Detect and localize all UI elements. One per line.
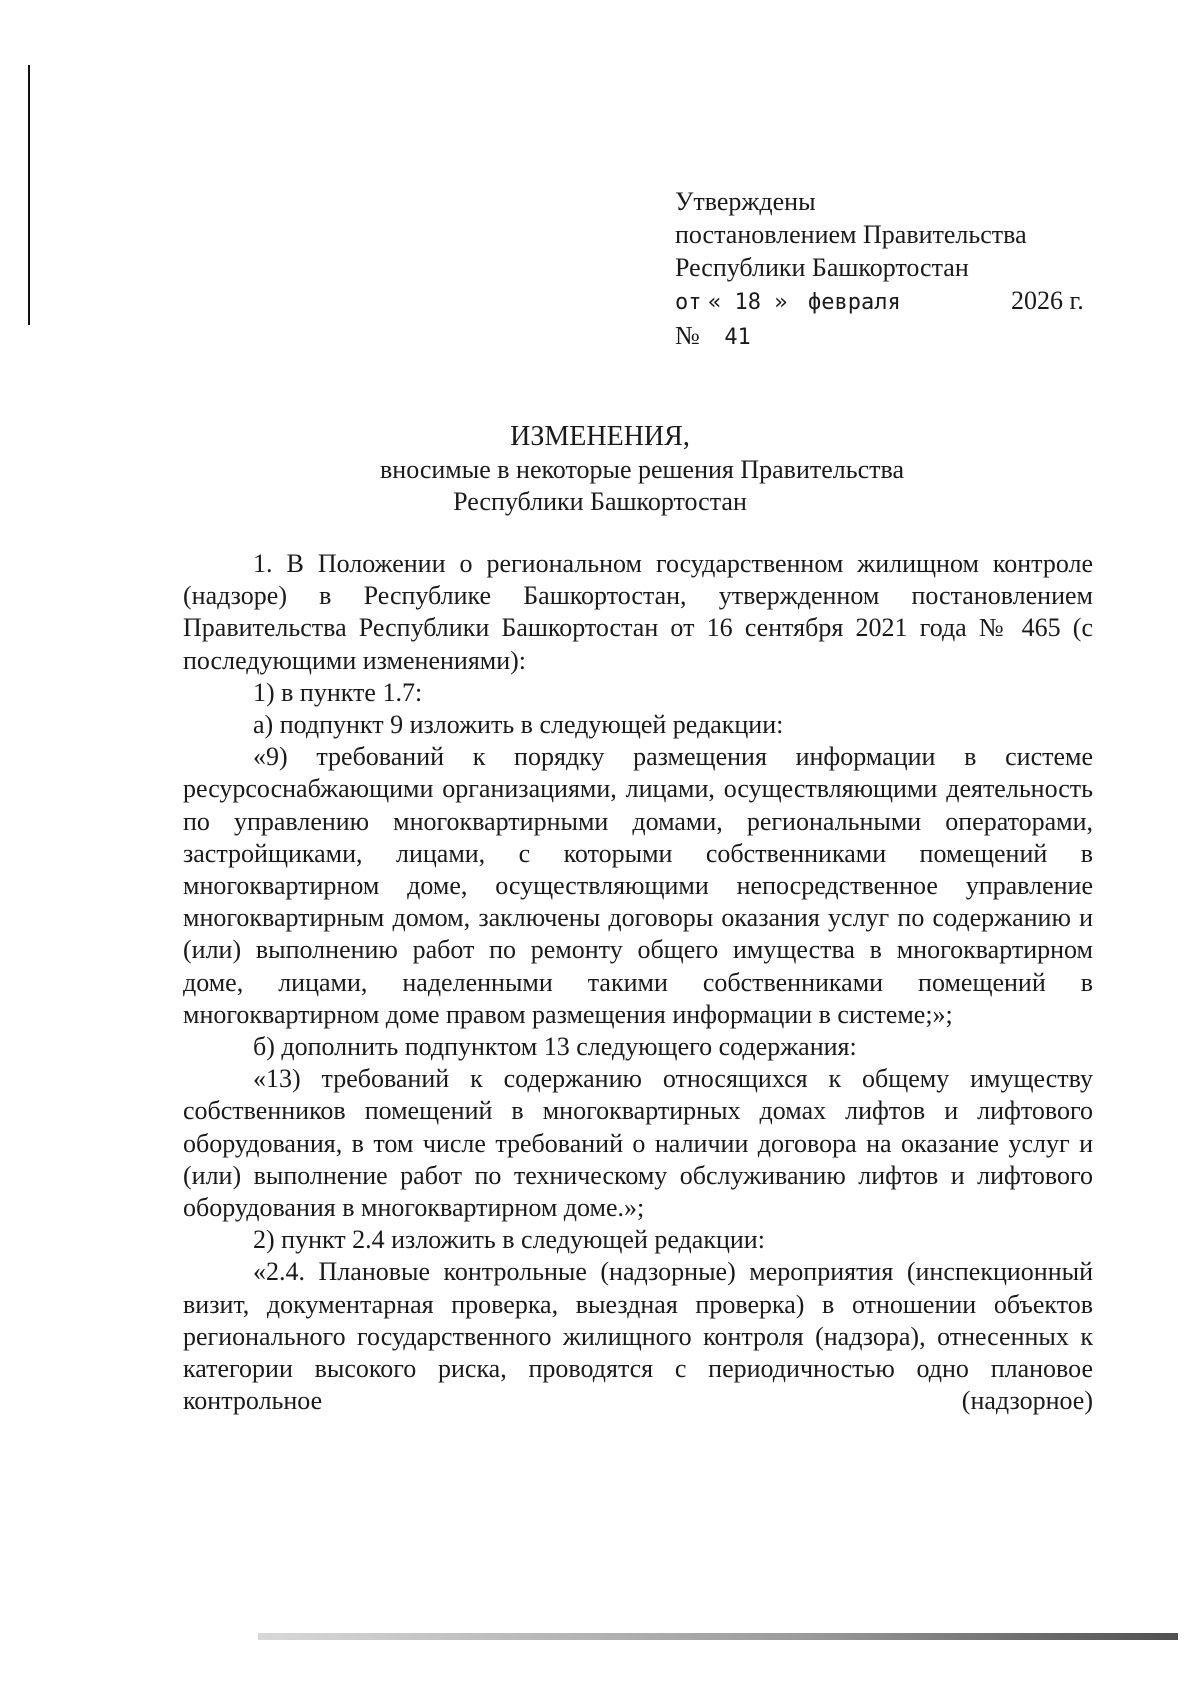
approval-block xyxy=(675,185,1095,354)
paragraph-1: 1. В Положении о региональном государственном жилищном контроле (надзоре) в Республике Башкортостан, утвержденном постановлением Правительства Республики Башкортостан от 16 сентября 2021 года № 465 (с последующими изменениями): xyxy=(183,549,1093,675)
paragraph-3: а) подпункт 9 изложить в следующей редакции: xyxy=(253,710,784,740)
document-title: ИЗМЕНЕНИЯ, xyxy=(510,421,690,452)
scan-margin-line xyxy=(28,65,30,325)
approval-line-2: постановлением Правительства xyxy=(675,220,1027,249)
approval-number xyxy=(675,319,1095,354)
approval-date xyxy=(675,284,1095,319)
date-day: « 18 » xyxy=(708,290,788,315)
document-subtitle-1: вносимые в некоторые решения Правительства xyxy=(380,455,904,484)
approval-line-1: Утверждены xyxy=(675,187,816,216)
date-prefix: от xyxy=(675,290,702,315)
paragraph-8: «2.4. Плановые контрольные (надзорные) мероприятия (инспекционный визит, документарная проверка, выездная проверка) в отношении объектов регионального государственного жилищного контроля (надзора), отнесенных к категории высокого риска, проводятся с периодичностью одно плановое контрольное (надзорное) xyxy=(183,1257,1093,1416)
document-body xyxy=(183,548,1093,1417)
paragraph-5: б) дополнить подпунктом 13 следующего содержания: xyxy=(253,1032,857,1062)
paragraph-6: «13) требований к содержанию относящихся к общему имуществу собственников помещений в многоквартирных домах лифтов и лифтового оборудования, в том числе требований о наличии договора на оказание услуг и (или) выполнение работ по техническому обслуживанию лифтов и лифтового оборудования в многоквартирном доме.»; xyxy=(183,1064,1093,1223)
document-subtitle-2: Республики Башкортостан xyxy=(453,487,747,516)
document-heading xyxy=(0,420,1200,518)
paragraph-4: «9) требований к порядку размещения информации в системе ресурсоснабжающими организациями, лицами, осуществляющими деятельность по управлению многоквартирными домами, региональными операторами, застройщиками, лицами, с которыми собственниками помещений в многоквартирном доме, осуществляющими непосредственное управление многоквартирным домом, заключены договоры оказания услуг по содержанию и (или) выполнению работ по ремонту общего имущества в многоквартирном доме, лицами, наделенными такими собственниками помещений в многоквартирном доме правом размещения информации в системе;»; xyxy=(183,742,1093,1029)
scan-bottom-edge xyxy=(258,1633,1178,1640)
number-prefix: № xyxy=(675,321,700,350)
approval-line-3: Республики Башкортостан xyxy=(675,253,969,282)
date-month: февраля xyxy=(807,290,901,315)
number-value: 41 xyxy=(724,325,751,350)
paragraph-2: 1) в пункте 1.7: xyxy=(253,677,423,707)
paragraph-7: 2) пункт 2.4 изложить в следующей редакции: xyxy=(253,1225,765,1255)
date-year: 2026 г. xyxy=(1011,286,1084,315)
